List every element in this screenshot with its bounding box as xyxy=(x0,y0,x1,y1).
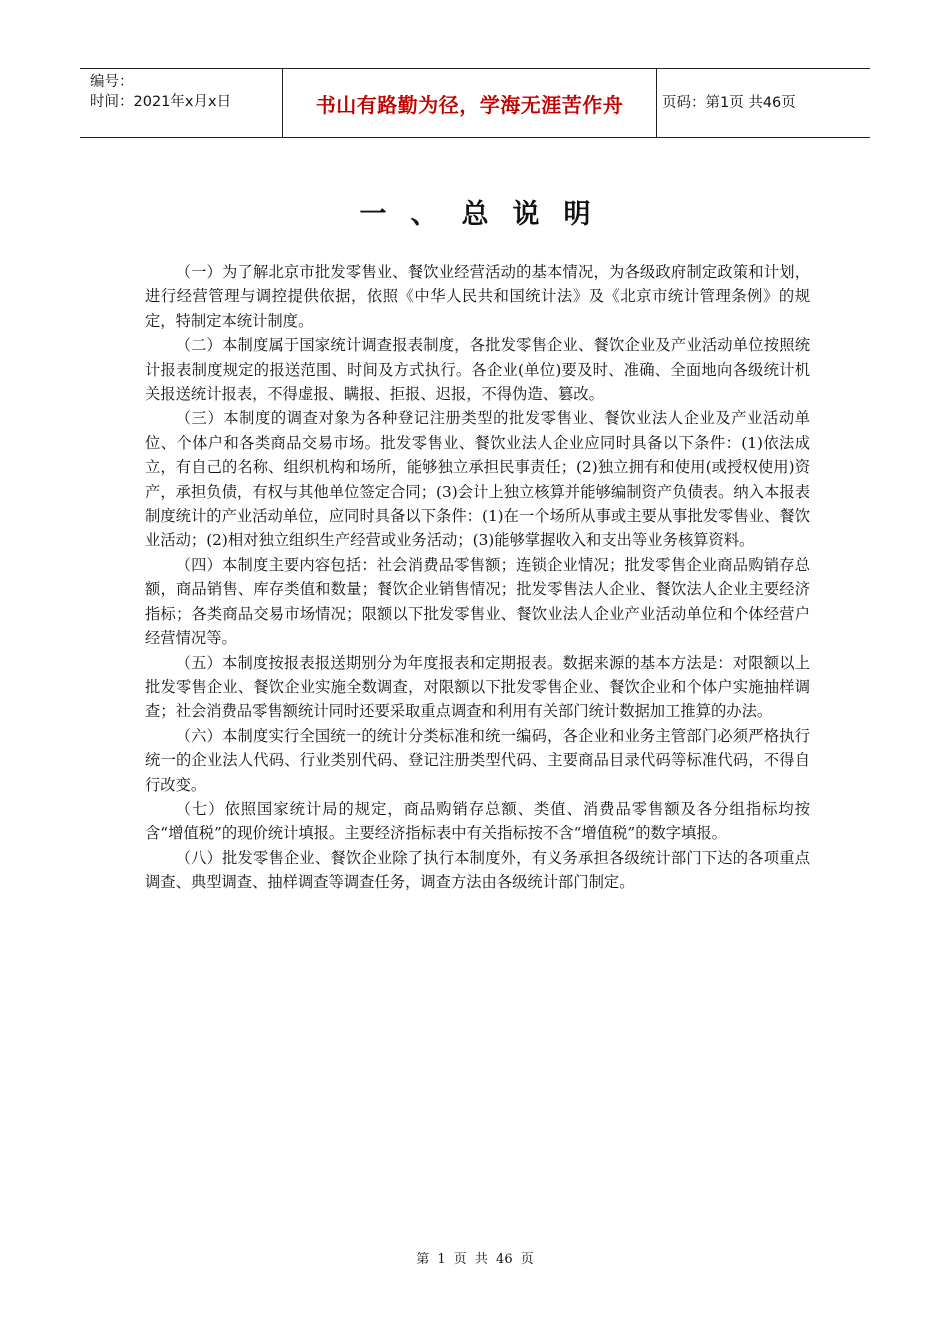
paragraph-7: （七）依照国家统计局的规定，商品购销存总额、类值、消费品零售额及各分组指标均按含“增值税”的现价统计填报。主要经济指标表中有关指标按不含“增值税”的数字填报。 xyxy=(145,799,810,843)
paragraph-1: （一）为了解北京市批发零售业、餐饮业经营活动的基本情况，为各级政府制定政策和计划，进行经营管理与调控提供依据，依照《中华人民共和国统计法》及《北京市统计管理条例》的规定，特制定本统计制度。 xyxy=(145,263,810,330)
paragraph-6: （六）本制度实行全国统一的统计分类标准和统一编码，各企业和业务主管部门必须严格执行统一的企业法人代码、行业类别代码、登记注册类型代码、主要商品目录代码等标准代码，不得自行改变。 xyxy=(145,726,810,794)
paragraph-2: （二）本制度属于国家统计调查报表制度，各批发零售企业、餐饮企业及产业活动单位按照统计报表制度规定的报送范围、时间及方式执行。各企业(单位)要及时、准确、全面地向各级统计机关报送统计报表，不得虚报、瞒报、拒报、迟报，不得伪造、篡改。 xyxy=(145,336,810,404)
paragraph-8: （八）批发零售企业、餐饮企业除了执行本制度外，有义务承担各级统计部门下达的各项重点调查、典型调查、抽样调查等调查任务，调查方法由各级统计部门制定。 xyxy=(145,848,810,892)
document-body xyxy=(145,260,810,895)
paragraph-4: （四）本制度主要内容包括：社会消费品零售额；连锁企业情况；批发零售企业商品购销存总额，商品销售、库存类值和数量；餐饮企业销售情况；批发零售法人企业、餐饮法人企业主要经济指标；各类商品交易市场情况；限额以下批发零售业、餐饮业法人企业产业活动单位和个体经营户经营情况等。 xyxy=(145,555,810,648)
document-number-label: 编号： xyxy=(90,74,134,90)
page-header xyxy=(80,68,870,138)
header-motto-cell xyxy=(283,69,657,137)
page-footer: 第 1 页 共 46 页 xyxy=(416,1252,534,1267)
paragraph-3: （三）本制度的调查对象为各种登记注册类型的批发零售业、餐饮业法人企业及产业活动单位、个体户和各类商品交易市场。批发零售业、餐饮业法人企业应同时具备以下条件：(1)依法成立，有自己的名称、组织机构和场所，能够独立承担民事责任；(2)独立拥有和使用(或授权使用)资产，承担负债，有权与其他单位签定合同；(3)会计上独立核算并能够编制资产负债表。纳入本报表制度统计的产业活动单位，应同时具备以下条件：(1)在一个场所从事或主要从事批发零售业、餐饮业活动；(2)相对独立组织生产经营或业务活动；(3)能够掌握收入和支出等业务核算资料。 xyxy=(145,409,810,550)
header-meta-cell xyxy=(80,69,283,137)
header-motto: 书山有路勤为径，学海无涯苦作舟 xyxy=(315,92,624,117)
header-page-info: 页码：第1页 共46页 xyxy=(662,95,796,111)
document-date-label: 时间：2021年x月x日 xyxy=(90,94,232,110)
section-title: 一、总说明 xyxy=(359,199,615,230)
header-page-cell xyxy=(657,69,870,137)
paragraph-5: （五）本制度按报表报送期别分为年度报表和定期报表。数据来源的基本方法是：对限额以上批发零售企业、餐饮企业实施全数调查，对限额以下批发零售企业、餐饮企业和个体户实施抽样调查；社会消费品零售额统计同时还要采取重点调查和利用有关部门统计数据加工推算的办法。 xyxy=(145,653,810,721)
